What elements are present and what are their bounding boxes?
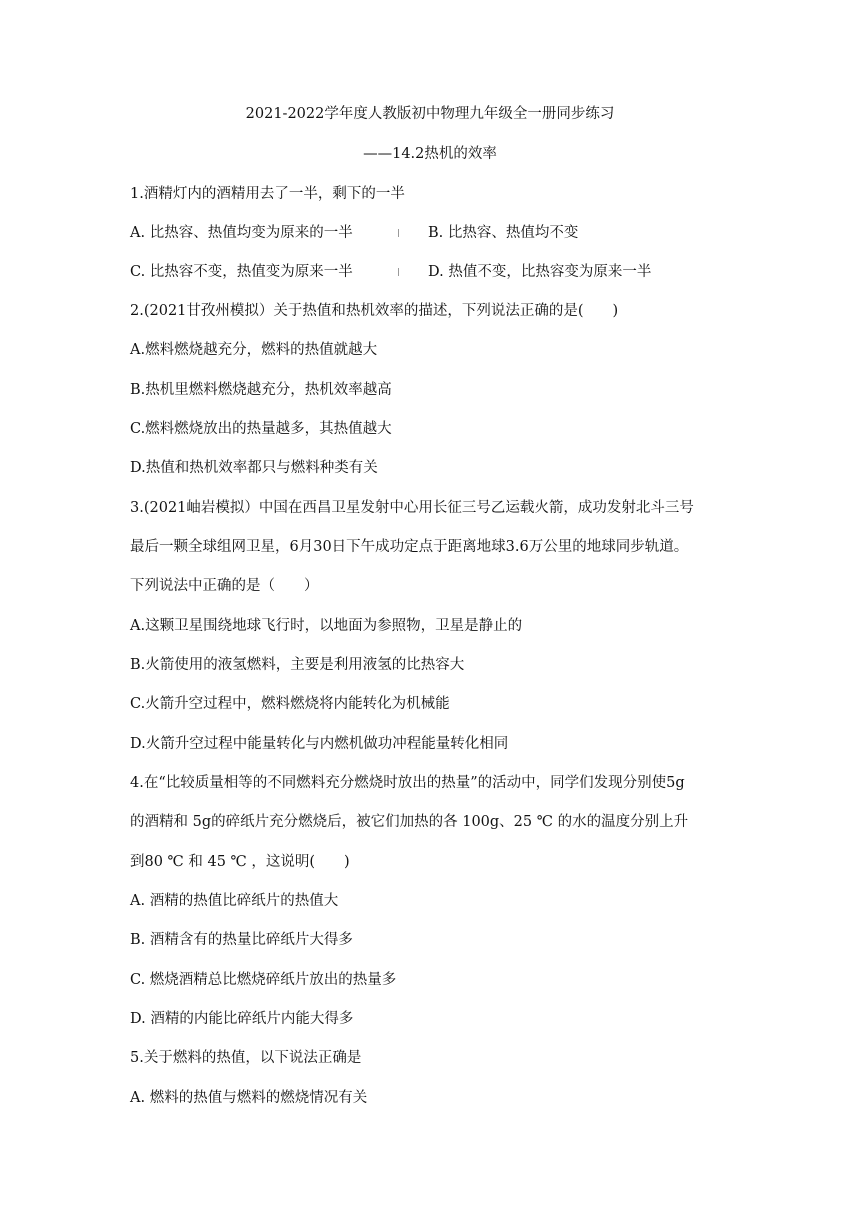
question-4-stem-line-1: 4.在“比较质量相等的不同燃料充分燃烧时放出的热量”的活动中，同学们发现分别使5g [130, 775, 685, 791]
question-3-option-b: B.火箭使用的液氢燃料，主要是利用液氢的比热容大 [130, 657, 465, 673]
question-2-stem: 2.(2021甘孜州模拟）关于热值和热机效率的描述，下列说法正确的是( ) [130, 303, 619, 319]
question-1-option-b: B. 比热容、热值均不变 [428, 225, 579, 241]
question-5-option-a: A. 燃料的热值与燃料的燃烧情况有关 [130, 1090, 368, 1106]
question-4-stem-line-3: 到80 ℃ 和 45 ℃ ，这说明( ) [130, 854, 350, 870]
question-3-stem-line-3: 下列说法中正确的是（ ） [130, 578, 319, 594]
question-3-stem-line-1: 3.(2021岫岩模拟）中国在西昌卫星发射中心用长征三号乙运载火箭，成功发射北斗三号 [130, 500, 694, 516]
question-3-option-d: D.火箭升空过程中能量转化与内燃机做功冲程能量转化相同 [130, 736, 509, 752]
question-1-stem: 1.酒精灯内的酒精用去了一半，剩下的一半 [130, 186, 405, 202]
question-4-option-b: B. 酒精含有的热量比碎纸片大得多 [130, 932, 353, 948]
question-4-stem-line-2: 的酒精和 5g的碎纸片充分燃烧后，被它们加热的各 100g、25 ℃ 的水的温度分别上升 [130, 814, 689, 830]
document-subtitle: ——14.2热机的效率 [363, 146, 497, 162]
question-2-option-d: D.热值和热机效率都只与燃料种类有关 [130, 460, 378, 476]
question-2-option-b: B.热机里燃料燃烧越充分，热机效率越高 [130, 382, 392, 398]
question-4-option-d: D. 酒精的内能比碎纸片内能大得多 [130, 1011, 354, 1027]
separator-mark [398, 268, 399, 276]
question-1-option-d: D. 热值不变，比热容变为原来一半 [428, 264, 652, 280]
question-5-stem: 5.关于燃料的热值，以下说法正确是 [130, 1050, 362, 1066]
question-2-option-a: A.燃料燃烧越充分，燃料的热值就越大 [130, 342, 378, 358]
question-1-option-a: A. 比热容、热值均变为原来的一半 [130, 225, 353, 241]
question-3-stem-line-2: 最后一颗全球组网卫星，6月30日下午成功定点于距离地球3.6万公里的地球同步轨道。 [130, 539, 689, 555]
question-3-option-c: C.火箭升空过程中，燃料燃烧将内能转化为机械能 [130, 696, 450, 712]
question-3-option-a: A.这颗卫星围绕地球飞行时，以地面为参照物，卫星是静止的 [130, 618, 523, 634]
question-4-option-c: C. 燃烧酒精总比燃烧碎纸片放出的热量多 [130, 972, 397, 988]
separator-mark [398, 229, 399, 237]
question-4-option-a: A. 酒精的热值比碎纸片的热值大 [130, 893, 339, 909]
question-2-option-c: C.燃料燃烧放出的热量越多，其热值越大 [130, 421, 392, 437]
question-1-option-c: C. 比热容不变，热值变为原来一半 [130, 264, 353, 280]
document-title: 2021-2022学年度人教版初中物理九年级全一册同步练习 [245, 106, 615, 122]
